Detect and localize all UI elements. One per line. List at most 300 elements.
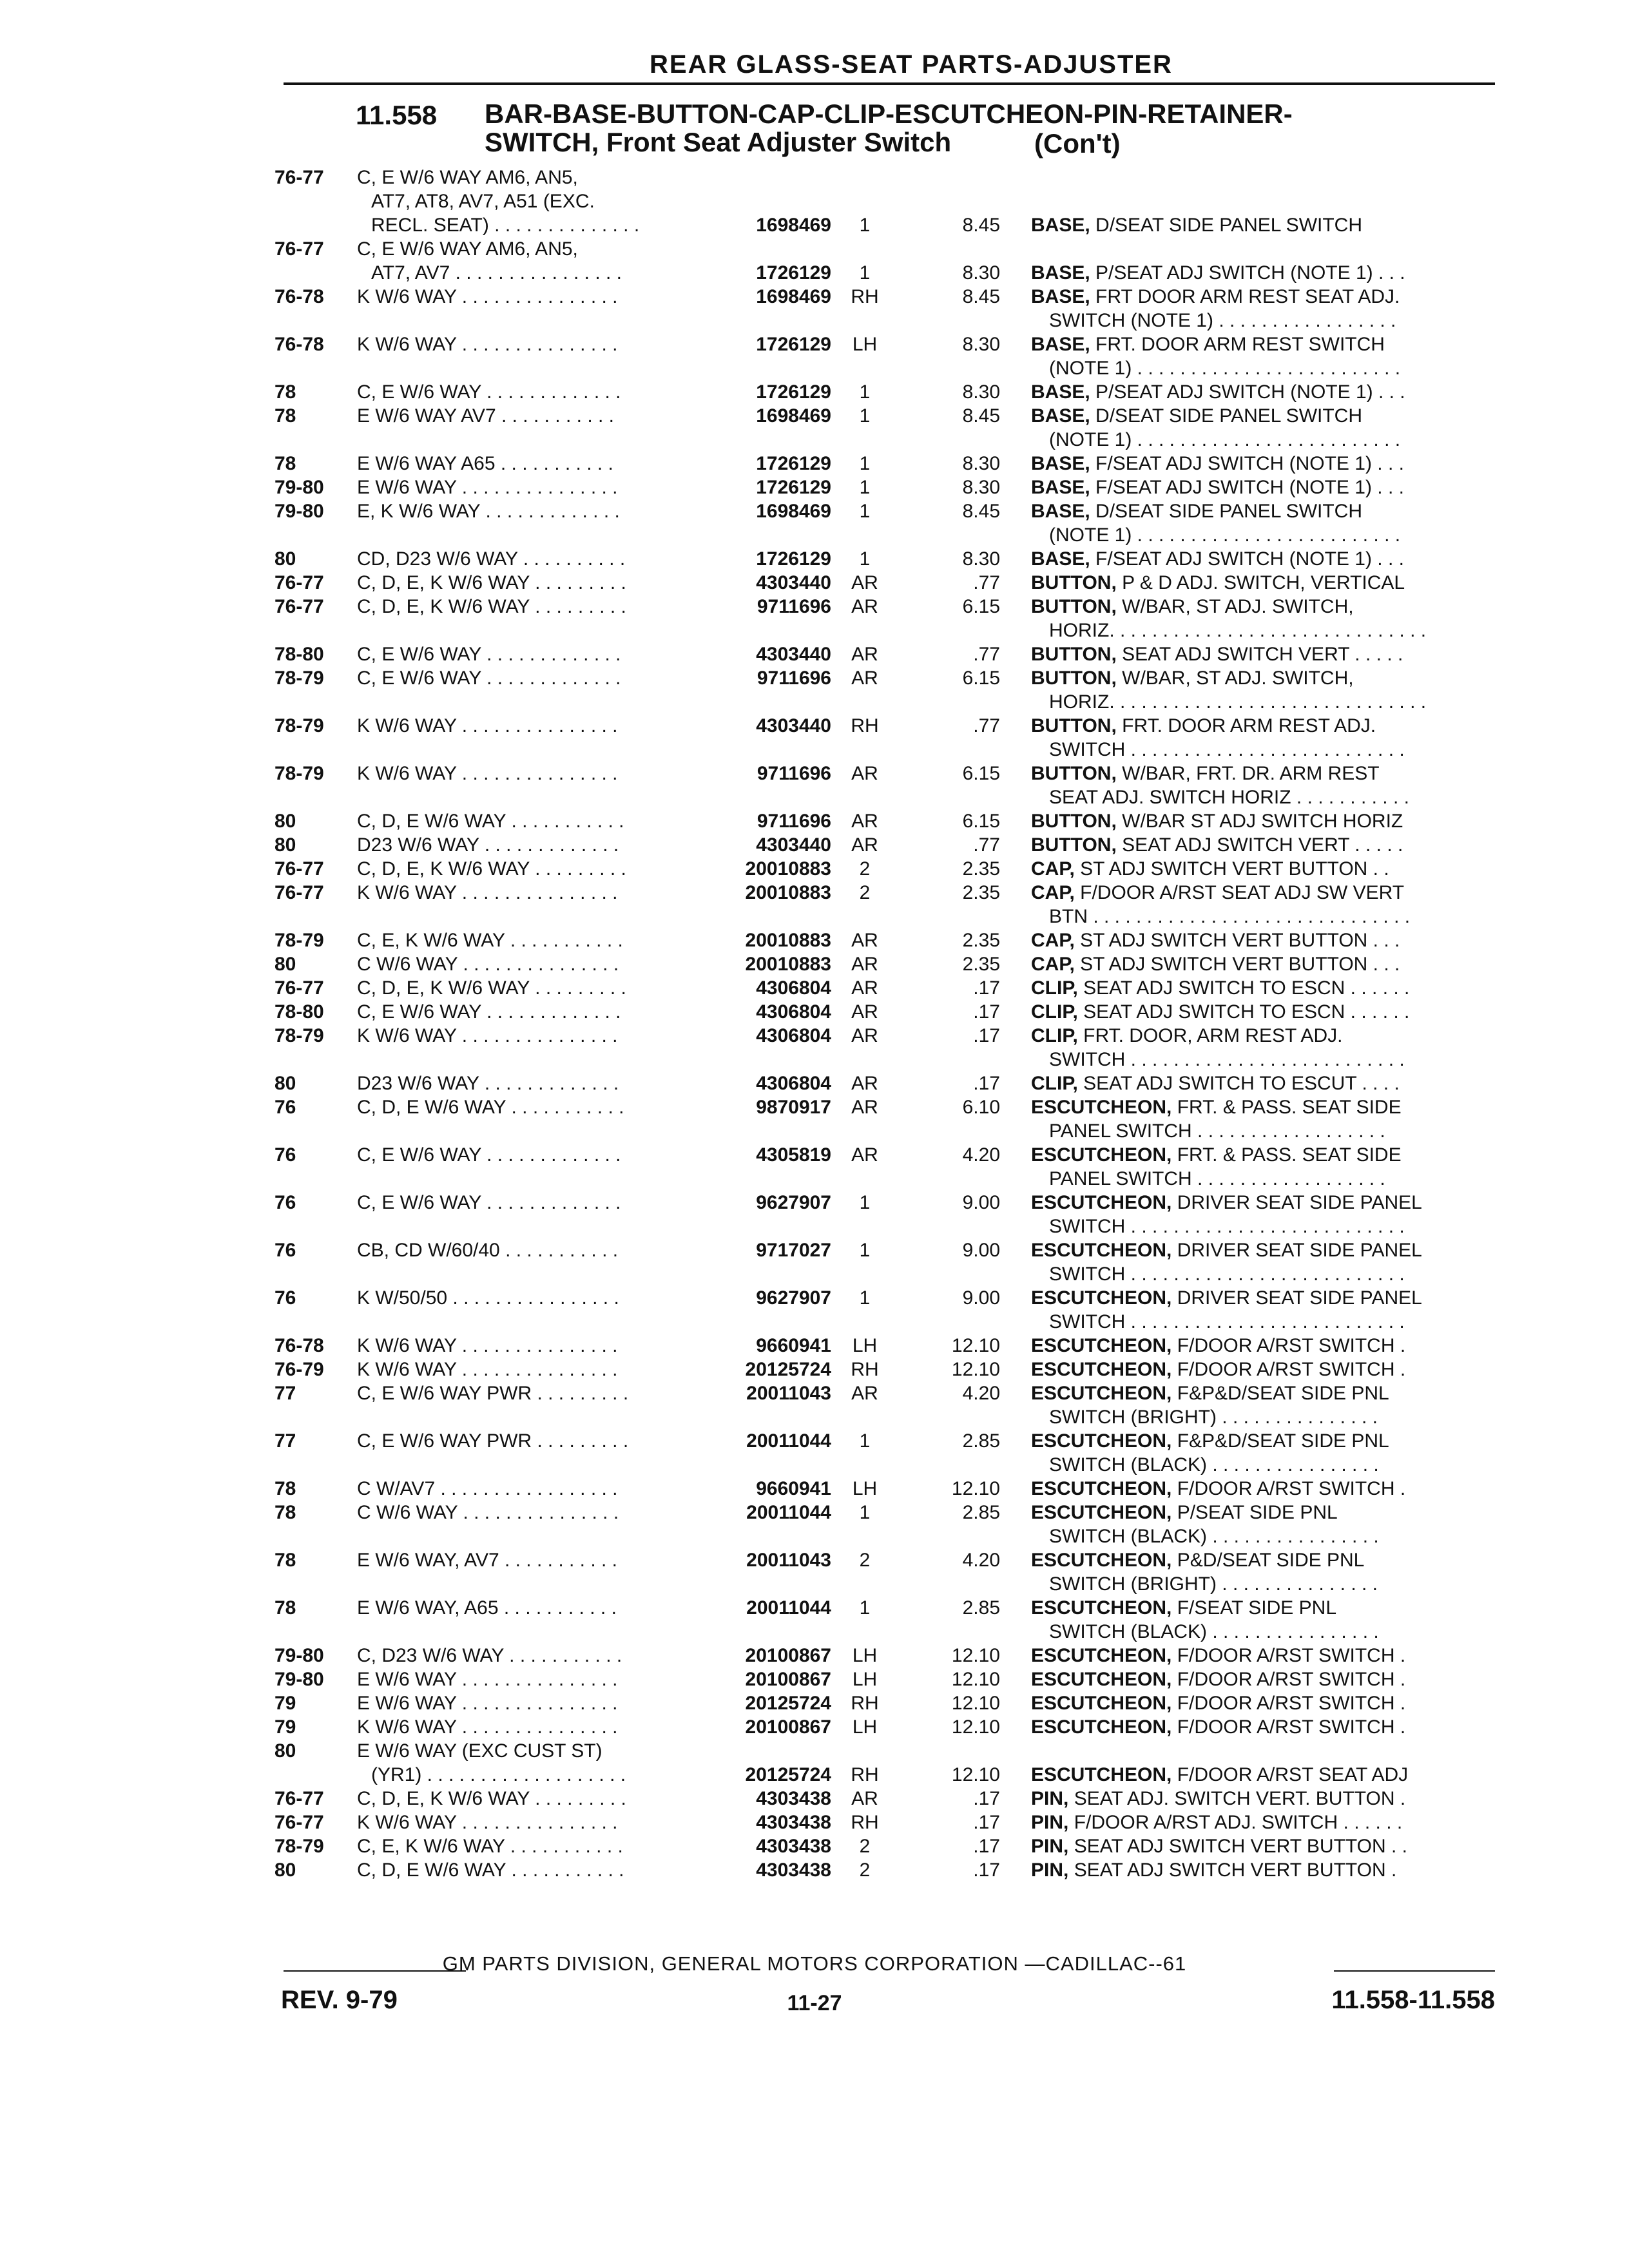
entry-description-text: D/SEAT SIDE PANEL SWITCH: [1095, 215, 1362, 236]
entry-quantity: 1: [859, 501, 871, 522]
entry-line: [0, 1000, 1629, 1024]
entry-description-continued: BTN . . . . . . . . . . . . . . . . . . . . . . . . . . . . . .: [1049, 906, 1411, 927]
entry-description-text: SEAT ADJ SWITCH TO ESCN . . . . . .: [1083, 1001, 1410, 1023]
entry-description: [1031, 952, 1495, 976]
entry-model: C, D, E, K W/6 WAY . . . . . . . . .: [357, 977, 626, 999]
entry-quantity: AR: [851, 1001, 878, 1023]
entry-quantity: AR: [851, 1097, 878, 1118]
parts-entry: [0, 1238, 1629, 1286]
entry-description: [1031, 1834, 1495, 1858]
entry-space: [1171, 1478, 1177, 1499]
entry-part-number: 1698469: [756, 501, 831, 522]
entry-part-number: 20100867: [745, 1716, 831, 1738]
entry-part-number: 4306804: [756, 1001, 831, 1023]
entry-price: 8.30: [962, 453, 1000, 474]
entry-price: 9.00: [962, 1287, 1000, 1309]
entry-year: 76-77: [275, 977, 324, 999]
entry-part-name: BUTTON,: [1031, 572, 1117, 593]
parts-entry: [0, 809, 1629, 833]
entry-description-text: SEAT ADJ SWITCH VERT . . . . .: [1122, 834, 1403, 856]
entry-space: [1068, 1860, 1074, 1881]
entry-price: 4.20: [962, 1144, 1000, 1166]
entry-line: [0, 356, 1629, 380]
entry-year: 78: [275, 453, 296, 474]
entry-quantity: 2: [859, 858, 871, 879]
entry-description-text: F/DOOR A/RST SEAT ADJ: [1177, 1764, 1409, 1785]
entry-model: K W/6 WAY . . . . . . . . . . . . . . .: [357, 1359, 618, 1380]
entry-price: .17: [973, 977, 1000, 999]
entry-part-name: PIN,: [1031, 1788, 1069, 1809]
parts-entry: [0, 1072, 1629, 1095]
entry-quantity: 1: [859, 1597, 871, 1619]
entry-price: 12.10: [951, 1359, 1000, 1380]
entry-price: 12.10: [951, 1335, 1000, 1356]
entry-model: C W/6 WAY . . . . . . . . . . . . . . .: [357, 954, 619, 975]
entry-description-text: F/SEAT SIDE PNL: [1177, 1597, 1336, 1619]
entry-line: [0, 1572, 1629, 1596]
entry-description: [1031, 213, 1495, 237]
entry-part-name: CAP,: [1031, 858, 1075, 879]
entry-description: [1031, 332, 1495, 356]
entry-quantity: 2: [859, 1550, 871, 1571]
entry-description: [1031, 571, 1495, 595]
entry-part-name: ESCUTCHEON,: [1031, 1716, 1172, 1738]
entry-quantity: LH: [852, 1335, 878, 1356]
parts-entry: [0, 714, 1629, 762]
entry-part-number: 20010883: [745, 930, 831, 951]
entry-year: 79: [275, 1693, 296, 1714]
entry-price: 8.30: [962, 477, 1000, 498]
entry-line: [0, 619, 1629, 642]
entry-description-text: F/SEAT ADJ SWITCH (NOTE 1) . . .: [1095, 548, 1404, 570]
entry-description: [1031, 499, 1495, 523]
entry-line: [0, 1453, 1629, 1477]
entry-line: [0, 1024, 1629, 1048]
entry-space: [1117, 763, 1122, 784]
entry-description: [1031, 1238, 1495, 1262]
entry-description: [1031, 1286, 1495, 1310]
entry-year: 79-80: [275, 1645, 324, 1666]
entry-description-text: W/BAR, FRT. DR. ARM REST: [1122, 763, 1380, 784]
entry-description: [1031, 1095, 1495, 1119]
parts-entry: [0, 1834, 1629, 1858]
entry-year: 79: [275, 1716, 296, 1738]
entry-price: .77: [973, 644, 1000, 665]
entry-price: 2.35: [962, 930, 1000, 951]
parts-entry: [0, 547, 1629, 571]
parts-entry: [0, 1739, 1629, 1787]
entry-model: (YR1) . . . . . . . . . . . . . . . . . . .: [371, 1764, 626, 1785]
entry-description-text: FRT. DOOR ARM REST SWITCH: [1095, 334, 1385, 355]
entry-year: 76: [275, 1144, 296, 1166]
entry-quantity: AR: [851, 834, 878, 856]
entry-part-name: ESCUTCHEON,: [1031, 1693, 1172, 1714]
entry-price: .17: [973, 1836, 1000, 1857]
entry-description-continued: SWITCH (BRIGHT) . . . . . . . . . . . . . . .: [1049, 1407, 1378, 1428]
entry-model: C, D, E, K W/6 WAY . . . . . . . . .: [357, 572, 626, 593]
entry-description: [1031, 404, 1495, 428]
entry-model: K W/6 WAY . . . . . . . . . . . . . . .: [357, 334, 618, 355]
entry-description: [1031, 1811, 1495, 1834]
entry-price: 2.85: [962, 1430, 1000, 1452]
entry-part-name: ESCUTCHEON,: [1031, 1335, 1172, 1356]
entry-year: 79-80: [275, 501, 324, 522]
entry-line: [0, 1811, 1629, 1834]
entry-model: AT7, AT8, AV7, A51 (EXC.: [371, 191, 595, 212]
entry-part-name: ESCUTCHEON,: [1031, 1669, 1172, 1690]
entry-quantity: 2: [859, 882, 871, 903]
parts-entry: [0, 332, 1629, 380]
entry-line: [0, 1405, 1629, 1429]
entry-description-text: FRT. DOOR ARM REST ADJ.: [1122, 715, 1376, 736]
entry-description-text: F/DOOR A/RST SWITCH .: [1177, 1359, 1406, 1380]
entry-price: 8.30: [962, 381, 1000, 403]
parts-entry: [0, 380, 1629, 404]
entry-price: .17: [973, 1860, 1000, 1881]
entry-line: [0, 1215, 1629, 1238]
parts-entry: [0, 452, 1629, 476]
entry-description: [1031, 1191, 1495, 1215]
entry-space: [1171, 1144, 1177, 1166]
entry-year: 78-80: [275, 644, 324, 665]
entry-part-number: 20125724: [745, 1359, 831, 1380]
entry-part-number: 4306804: [756, 1025, 831, 1046]
parts-entry: [0, 1644, 1629, 1667]
entry-description: [1031, 762, 1495, 785]
entry-part-name: CLIP,: [1031, 1073, 1078, 1094]
entry-part-name: CLIP,: [1031, 1025, 1078, 1046]
entry-line: [0, 523, 1629, 547]
entry-model: C, D, E, K W/6 WAY . . . . . . . . .: [357, 596, 626, 617]
entry-description-text: DRIVER SEAT SIDE PANEL: [1177, 1240, 1422, 1261]
entry-line: [0, 881, 1629, 905]
entry-model: K W/6 WAY . . . . . . . . . . . . . . .: [357, 1716, 618, 1738]
entry-line: [0, 1858, 1629, 1882]
entry-description-text: W/BAR, ST ADJ. SWITCH,: [1122, 668, 1354, 689]
entry-part-name: ESCUTCHEON,: [1031, 1192, 1172, 1213]
entry-line: [0, 189, 1629, 213]
entry-model: C, D, E W/6 WAY . . . . . . . . . . .: [357, 811, 624, 832]
entry-description: [1031, 452, 1495, 476]
entry-price: 6.15: [962, 668, 1000, 689]
entry-part-number: 1726129: [756, 334, 831, 355]
entry-model: E W/6 WAY . . . . . . . . . . . . . . .: [357, 1669, 618, 1690]
entry-year: 76-77: [275, 596, 324, 617]
entry-model: C, E, K W/6 WAY . . . . . . . . . . .: [357, 930, 623, 951]
entry-space: [1171, 1240, 1177, 1261]
entry-description: [1031, 1358, 1495, 1381]
entry-description: [1031, 833, 1495, 857]
entry-model: K W/50/50 . . . . . . . . . . . . . . . .: [357, 1287, 619, 1309]
entry-part-number: 9660941: [756, 1478, 831, 1499]
entry-quantity: RH: [851, 286, 879, 307]
entry-part-number: 1698469: [756, 215, 831, 236]
entry-model: K W/6 WAY . . . . . . . . . . . . . . .: [357, 763, 618, 784]
entry-price: 8.45: [962, 215, 1000, 236]
entry-price: 9.00: [962, 1192, 1000, 1213]
entry-line: [0, 1548, 1629, 1572]
entry-part-number: 4303438: [756, 1788, 831, 1809]
entry-price: 8.30: [962, 262, 1000, 284]
parts-entry: [0, 1858, 1629, 1882]
entry-line: [0, 1667, 1629, 1691]
entry-space: [1078, 977, 1083, 999]
entry-description: [1031, 1024, 1495, 1048]
entry-year: 80: [275, 548, 296, 570]
entry-model: C, D, E, K W/6 WAY . . . . . . . . .: [357, 1788, 626, 1809]
entry-price: 2.85: [962, 1502, 1000, 1523]
entry-description-text: F/DOOR A/RST SWITCH .: [1177, 1716, 1406, 1738]
entry-price: 4.20: [962, 1550, 1000, 1571]
entry-year: 80: [275, 1740, 296, 1762]
entry-line: [0, 213, 1629, 237]
entry-part-name: BASE,: [1031, 286, 1090, 307]
entry-line: [0, 809, 1629, 833]
entry-year: 78: [275, 1478, 296, 1499]
parts-entry: [0, 976, 1629, 1000]
entry-space: [1171, 1645, 1177, 1666]
parts-entry: [0, 1429, 1629, 1477]
entry-space: [1068, 1836, 1074, 1857]
entry-line: [0, 928, 1629, 952]
entry-description: [1031, 666, 1495, 690]
entry-quantity: 1: [859, 1430, 871, 1452]
entry-space: [1078, 1073, 1083, 1094]
entry-year: 76-77: [275, 238, 324, 260]
parts-entry: [0, 1811, 1629, 1834]
entry-part-name: BASE,: [1031, 453, 1090, 474]
entry-part-number: 4303440: [756, 715, 831, 736]
entry-part-number: 4303440: [756, 834, 831, 856]
entry-space: [1171, 1097, 1177, 1118]
entry-space: [1090, 453, 1095, 474]
entry-year: 78: [275, 381, 296, 403]
entry-price: 9.00: [962, 1240, 1000, 1261]
entry-line: [0, 1524, 1629, 1548]
entry-description: [1031, 1381, 1495, 1405]
parts-entry: [0, 595, 1629, 642]
entry-description-text: F/DOOR A/RST SWITCH .: [1177, 1669, 1406, 1690]
parts-entry: [0, 1358, 1629, 1381]
entry-space: [1068, 1812, 1074, 1833]
entry-year: 76-77: [275, 882, 324, 903]
entry-space: [1171, 1669, 1177, 1690]
entry-part-name: ESCUTCHEON,: [1031, 1597, 1172, 1619]
entry-price: .77: [973, 834, 1000, 856]
entry-year: 78-80: [275, 1001, 324, 1023]
entry-model: C, E W/6 WAY AM6, AN5,: [357, 167, 578, 188]
entry-description: [1031, 595, 1495, 619]
entry-quantity: RH: [851, 715, 879, 736]
parts-entry: [0, 1286, 1629, 1334]
entry-description-text: W/BAR ST ADJ SWITCH HORIZ: [1122, 811, 1403, 832]
entry-description-text: F/DOOR A/RST ADJ. SWITCH . . . . . .: [1074, 1812, 1403, 1833]
entry-line: [0, 642, 1629, 666]
entry-quantity: AR: [851, 1025, 878, 1046]
entry-quantity: RH: [851, 1693, 879, 1714]
entry-part-name: ESCUTCHEON,: [1031, 1550, 1172, 1571]
entry-description: [1031, 1715, 1495, 1739]
entry-model: E W/6 WAY (EXC CUST ST): [357, 1740, 602, 1762]
entry-space: [1117, 834, 1122, 856]
entry-description-continued: SWITCH . . . . . . . . . . . . . . . . . . . . . . . . . .: [1049, 739, 1405, 760]
entry-model: D23 W/6 WAY . . . . . . . . . . . . .: [357, 834, 619, 856]
entry-part-number: 9627907: [756, 1192, 831, 1213]
entry-year: 76-78: [275, 1335, 324, 1356]
entry-price: 12.10: [951, 1693, 1000, 1714]
entry-model: E W/6 WAY, A65 . . . . . . . . . . .: [357, 1597, 617, 1619]
entry-description-continued: HORIZ. . . . . . . . . . . . . . . . . . . . . . . . . . . . . .: [1049, 620, 1427, 641]
entry-price: 2.35: [962, 954, 1000, 975]
entry-line: [0, 1787, 1629, 1811]
entry-year: 76-77: [275, 167, 324, 188]
entry-model: E W/6 WAY AV7 . . . . . . . . . . .: [357, 405, 614, 427]
entry-description-text: P/SEAT ADJ SWITCH (NOTE 1) . . .: [1095, 381, 1405, 403]
parts-entry: [0, 1667, 1629, 1691]
entry-description-continued: SWITCH . . . . . . . . . . . . . . . . . . . . . . . . . .: [1049, 1049, 1405, 1070]
parts-entry: [0, 237, 1629, 285]
entry-part-name: ESCUTCHEON,: [1031, 1287, 1172, 1309]
entry-description-text: F/DOOR A/RST SWITCH .: [1177, 1478, 1406, 1499]
entry-model: E W/6 WAY . . . . . . . . . . . . . . .: [357, 1693, 618, 1714]
entry-part-number: 20010883: [745, 954, 831, 975]
entry-description-text: P/SEAT SIDE PNL: [1177, 1502, 1338, 1523]
entry-year: 76-78: [275, 334, 324, 355]
parts-entry: [0, 952, 1629, 976]
entry-price: 8.30: [962, 334, 1000, 355]
parts-entry: [0, 1477, 1629, 1501]
entry-line: [0, 1286, 1629, 1310]
entry-line: [0, 1763, 1629, 1787]
entry-space: [1090, 334, 1095, 355]
entry-part-name: ESCUTCHEON,: [1031, 1144, 1172, 1166]
entry-space: [1090, 405, 1095, 427]
entry-price: 6.15: [962, 596, 1000, 617]
footer-page-number: 11-27: [787, 1991, 842, 2015]
entry-line: [0, 1596, 1629, 1620]
entry-quantity: AR: [851, 977, 878, 999]
entry-line: [0, 1691, 1629, 1715]
parts-entry: [0, 1715, 1629, 1739]
entry-model: C, D, E, K W/6 WAY . . . . . . . . .: [357, 858, 626, 879]
entry-space: [1090, 286, 1095, 307]
entry-description-continued: SWITCH . . . . . . . . . . . . . . . . . . . . . . . . . .: [1049, 1216, 1405, 1237]
entry-part-number: 9717027: [756, 1240, 831, 1261]
entry-space: [1117, 644, 1122, 665]
entry-model: K W/6 WAY . . . . . . . . . . . . . . .: [357, 1335, 618, 1356]
entry-description-text: SEAT ADJ. SWITCH VERT. BUTTON .: [1074, 1788, 1406, 1809]
entry-line: [0, 1620, 1629, 1644]
entry-year: 76: [275, 1192, 296, 1213]
entry-year: 76-77: [275, 572, 324, 593]
entry-description: [1031, 285, 1495, 309]
entry-part-name: BUTTON,: [1031, 668, 1117, 689]
entry-line: [0, 1739, 1629, 1763]
entry-part-number: 9711696: [757, 668, 831, 689]
entry-line: [0, 1167, 1629, 1191]
entry-description-text: SEAT ADJ SWITCH TO ESCUT . . . .: [1083, 1073, 1400, 1094]
entry-part-number: 1726129: [756, 381, 831, 403]
entry-price: .17: [973, 1025, 1000, 1046]
entry-model: D23 W/6 WAY . . . . . . . . . . . . .: [357, 1073, 619, 1094]
parts-entry: [0, 1381, 1629, 1429]
entry-space: [1171, 1287, 1177, 1309]
entry-space: [1117, 596, 1122, 617]
entry-space: [1090, 501, 1095, 522]
entry-price: 6.10: [962, 1097, 1000, 1118]
entry-part-number: 9870917: [756, 1097, 831, 1118]
parts-entry: [0, 166, 1629, 237]
entry-quantity: RH: [851, 1764, 879, 1785]
entry-year: 79-80: [275, 1669, 324, 1690]
entry-model: C, E W/6 WAY AM6, AN5,: [357, 238, 578, 260]
entry-part-name: BUTTON,: [1031, 715, 1117, 736]
entry-year: 78: [275, 1597, 296, 1619]
entry-part-name: ESCUTCHEON,: [1031, 1478, 1172, 1499]
entry-description: [1031, 1596, 1495, 1620]
footer-section-range: 11.558-11.558: [1331, 1986, 1495, 2014]
entry-price: .17: [973, 1788, 1000, 1809]
page-header-title: REAR GLASS-SEAT PARTS-ADJUSTER: [650, 50, 1173, 79]
entry-price: 12.10: [951, 1478, 1000, 1499]
entry-year: 78-79: [275, 1025, 324, 1046]
entry-part-number: 1726129: [756, 548, 831, 570]
entry-year: 80: [275, 954, 296, 975]
parts-entry: [0, 642, 1629, 666]
entry-line: [0, 1501, 1629, 1524]
entry-description-continued: HORIZ. . . . . . . . . . . . . . . . . . . . . . . . . . . . . .: [1049, 691, 1427, 713]
entry-part-name: PIN,: [1031, 1812, 1069, 1833]
parts-entry: [0, 571, 1629, 595]
entry-description-continued: SWITCH (BLACK) . . . . . . . . . . . . . . . .: [1049, 1526, 1379, 1547]
entry-part-number: 20010883: [745, 858, 831, 879]
entry-part-name: BASE,: [1031, 262, 1090, 284]
entry-quantity: AR: [851, 811, 878, 832]
entry-description: [1031, 1143, 1495, 1167]
entry-description: [1031, 881, 1495, 905]
entry-part-name: ESCUTCHEON,: [1031, 1502, 1172, 1523]
entry-part-number: 1726129: [756, 477, 831, 498]
entry-quantity: AR: [851, 1383, 878, 1404]
entry-description: [1031, 928, 1495, 952]
entry-year: 76: [275, 1240, 296, 1261]
entry-year: 76-77: [275, 1812, 324, 1833]
entry-space: [1171, 1693, 1177, 1714]
entry-model: K W/6 WAY . . . . . . . . . . . . . . .: [357, 286, 618, 307]
entry-space: [1090, 381, 1095, 403]
entry-description-text: F/DOOR A/RST SWITCH .: [1177, 1645, 1406, 1666]
entry-year: 77: [275, 1383, 296, 1404]
entry-line: [0, 1238, 1629, 1262]
entry-price: 2.35: [962, 858, 1000, 879]
entry-quantity: LH: [852, 1645, 878, 1666]
entry-quantity: LH: [852, 1669, 878, 1690]
entry-year: 76-77: [275, 858, 324, 879]
entry-price: 8.30: [962, 548, 1000, 570]
parts-entry: [0, 1095, 1629, 1143]
parts-entry: [0, 476, 1629, 499]
entry-description-continued: (NOTE 1) . . . . . . . . . . . . . . . . . . . . . . . . .: [1049, 429, 1401, 450]
entry-part-number: 20125724: [745, 1764, 831, 1785]
entry-line: [0, 785, 1629, 809]
entry-description: [1031, 976, 1495, 1000]
entry-description-text: F/SEAT ADJ SWITCH (NOTE 1) . . .: [1095, 477, 1404, 498]
entry-model: C W/6 WAY . . . . . . . . . . . . . . .: [357, 1502, 619, 1523]
entry-quantity: 1: [859, 1502, 871, 1523]
entry-line: [0, 547, 1629, 571]
entry-description: [1031, 547, 1495, 571]
parts-entry: [0, 499, 1629, 547]
